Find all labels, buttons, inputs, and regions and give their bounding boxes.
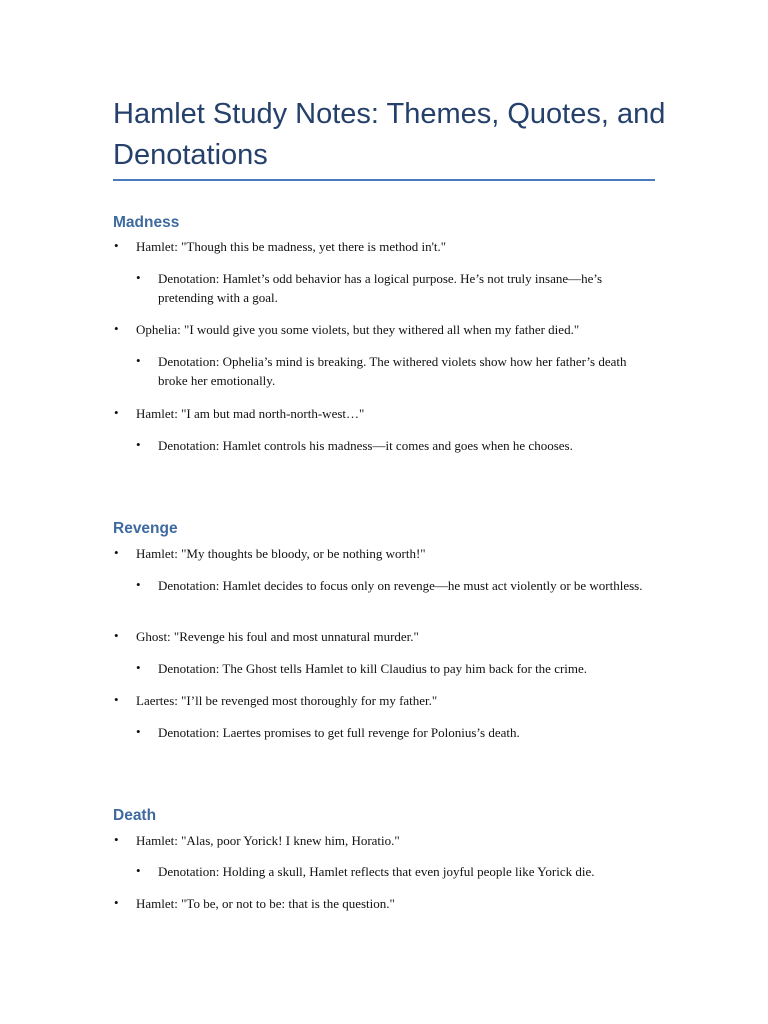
- title-divider: [113, 179, 655, 181]
- denotation-text: Denotation: Hamlet decides to focus only on revenge—he must act violently or be worthless.: [158, 578, 643, 593]
- bullet: •: [136, 353, 141, 368]
- denotation-text: Denotation: Hamlet controls his madness—it comes and goes when he chooses.: [158, 438, 573, 453]
- bullet: •: [114, 895, 119, 910]
- bullet: •: [114, 692, 119, 707]
- quote-item: [114, 691, 656, 710]
- denotation-item: [136, 576, 658, 595]
- bullet: •: [136, 270, 141, 285]
- quote-text: Hamlet: "To be, or not to be: that is the question.": [136, 896, 395, 911]
- quote-item: [114, 320, 656, 339]
- quote-item: [114, 831, 656, 850]
- bullet: •: [136, 577, 141, 592]
- bullet: •: [136, 660, 141, 675]
- denotation-text: Denotation: Ophelia’s mind is breaking. The withered violets show how her father’s death broke her emotionally.: [158, 354, 627, 388]
- quote-item: [114, 544, 656, 563]
- quote-text: Hamlet: "Though this be madness, yet there is method in't.": [136, 239, 447, 254]
- quote-text: Hamlet: "Alas, poor Yorick! I knew him, Horatio.": [136, 833, 400, 848]
- denotation-item: [136, 436, 658, 455]
- bullet: •: [114, 405, 119, 420]
- denotation-item: [136, 352, 658, 390]
- section-heading-death: Death: [113, 807, 157, 824]
- section-heading-madness: Madness: [113, 214, 180, 231]
- bullet: •: [114, 628, 119, 643]
- document-title: Hamlet Study Notes: Themes, Quotes, and Denotations: [113, 98, 666, 171]
- denotation-item: [136, 862, 658, 881]
- quote-text: Hamlet: "I am but mad north-north-west…": [136, 406, 365, 421]
- quote-item: [114, 404, 656, 423]
- quote-text: Ghost: "Revenge his foul and most unnatural murder.": [136, 629, 419, 644]
- section-heading-revenge: Revenge: [113, 520, 178, 537]
- quote-item: [114, 237, 656, 256]
- bullet: •: [136, 863, 141, 878]
- quote-text: Ophelia: "I would give you some violets, but they withered all when my father died.": [136, 322, 580, 337]
- bullet: •: [114, 238, 119, 253]
- denotation-item: [136, 723, 658, 742]
- quote-text: Laertes: "I’ll be revenged most thoroughly for my father.": [136, 693, 438, 708]
- denotation-text: Denotation: Laertes promises to get full revenge for Polonius’s death.: [158, 725, 520, 740]
- denotation-item: [136, 659, 658, 678]
- denotation-text: Denotation: The Ghost tells Hamlet to kill Claudius to pay him back for the crime.: [158, 661, 588, 676]
- denotation-text: Denotation: Holding a skull, Hamlet reflects that even joyful people like Yorick die.: [158, 864, 595, 879]
- quote-item: [114, 894, 656, 913]
- quote-text: Hamlet: "My thoughts be bloody, or be nothing worth!": [136, 546, 426, 561]
- bullet: •: [114, 321, 119, 336]
- quote-item: [114, 627, 656, 646]
- denotation-item: [136, 269, 658, 307]
- bullet: •: [114, 545, 119, 560]
- bullet: •: [136, 724, 141, 739]
- denotation-text: Denotation: Hamlet’s odd behavior has a logical purpose. He’s not truly insane—he’s pretending with a goal.: [158, 271, 603, 305]
- bullet: •: [136, 437, 141, 452]
- bullet: •: [114, 832, 119, 847]
